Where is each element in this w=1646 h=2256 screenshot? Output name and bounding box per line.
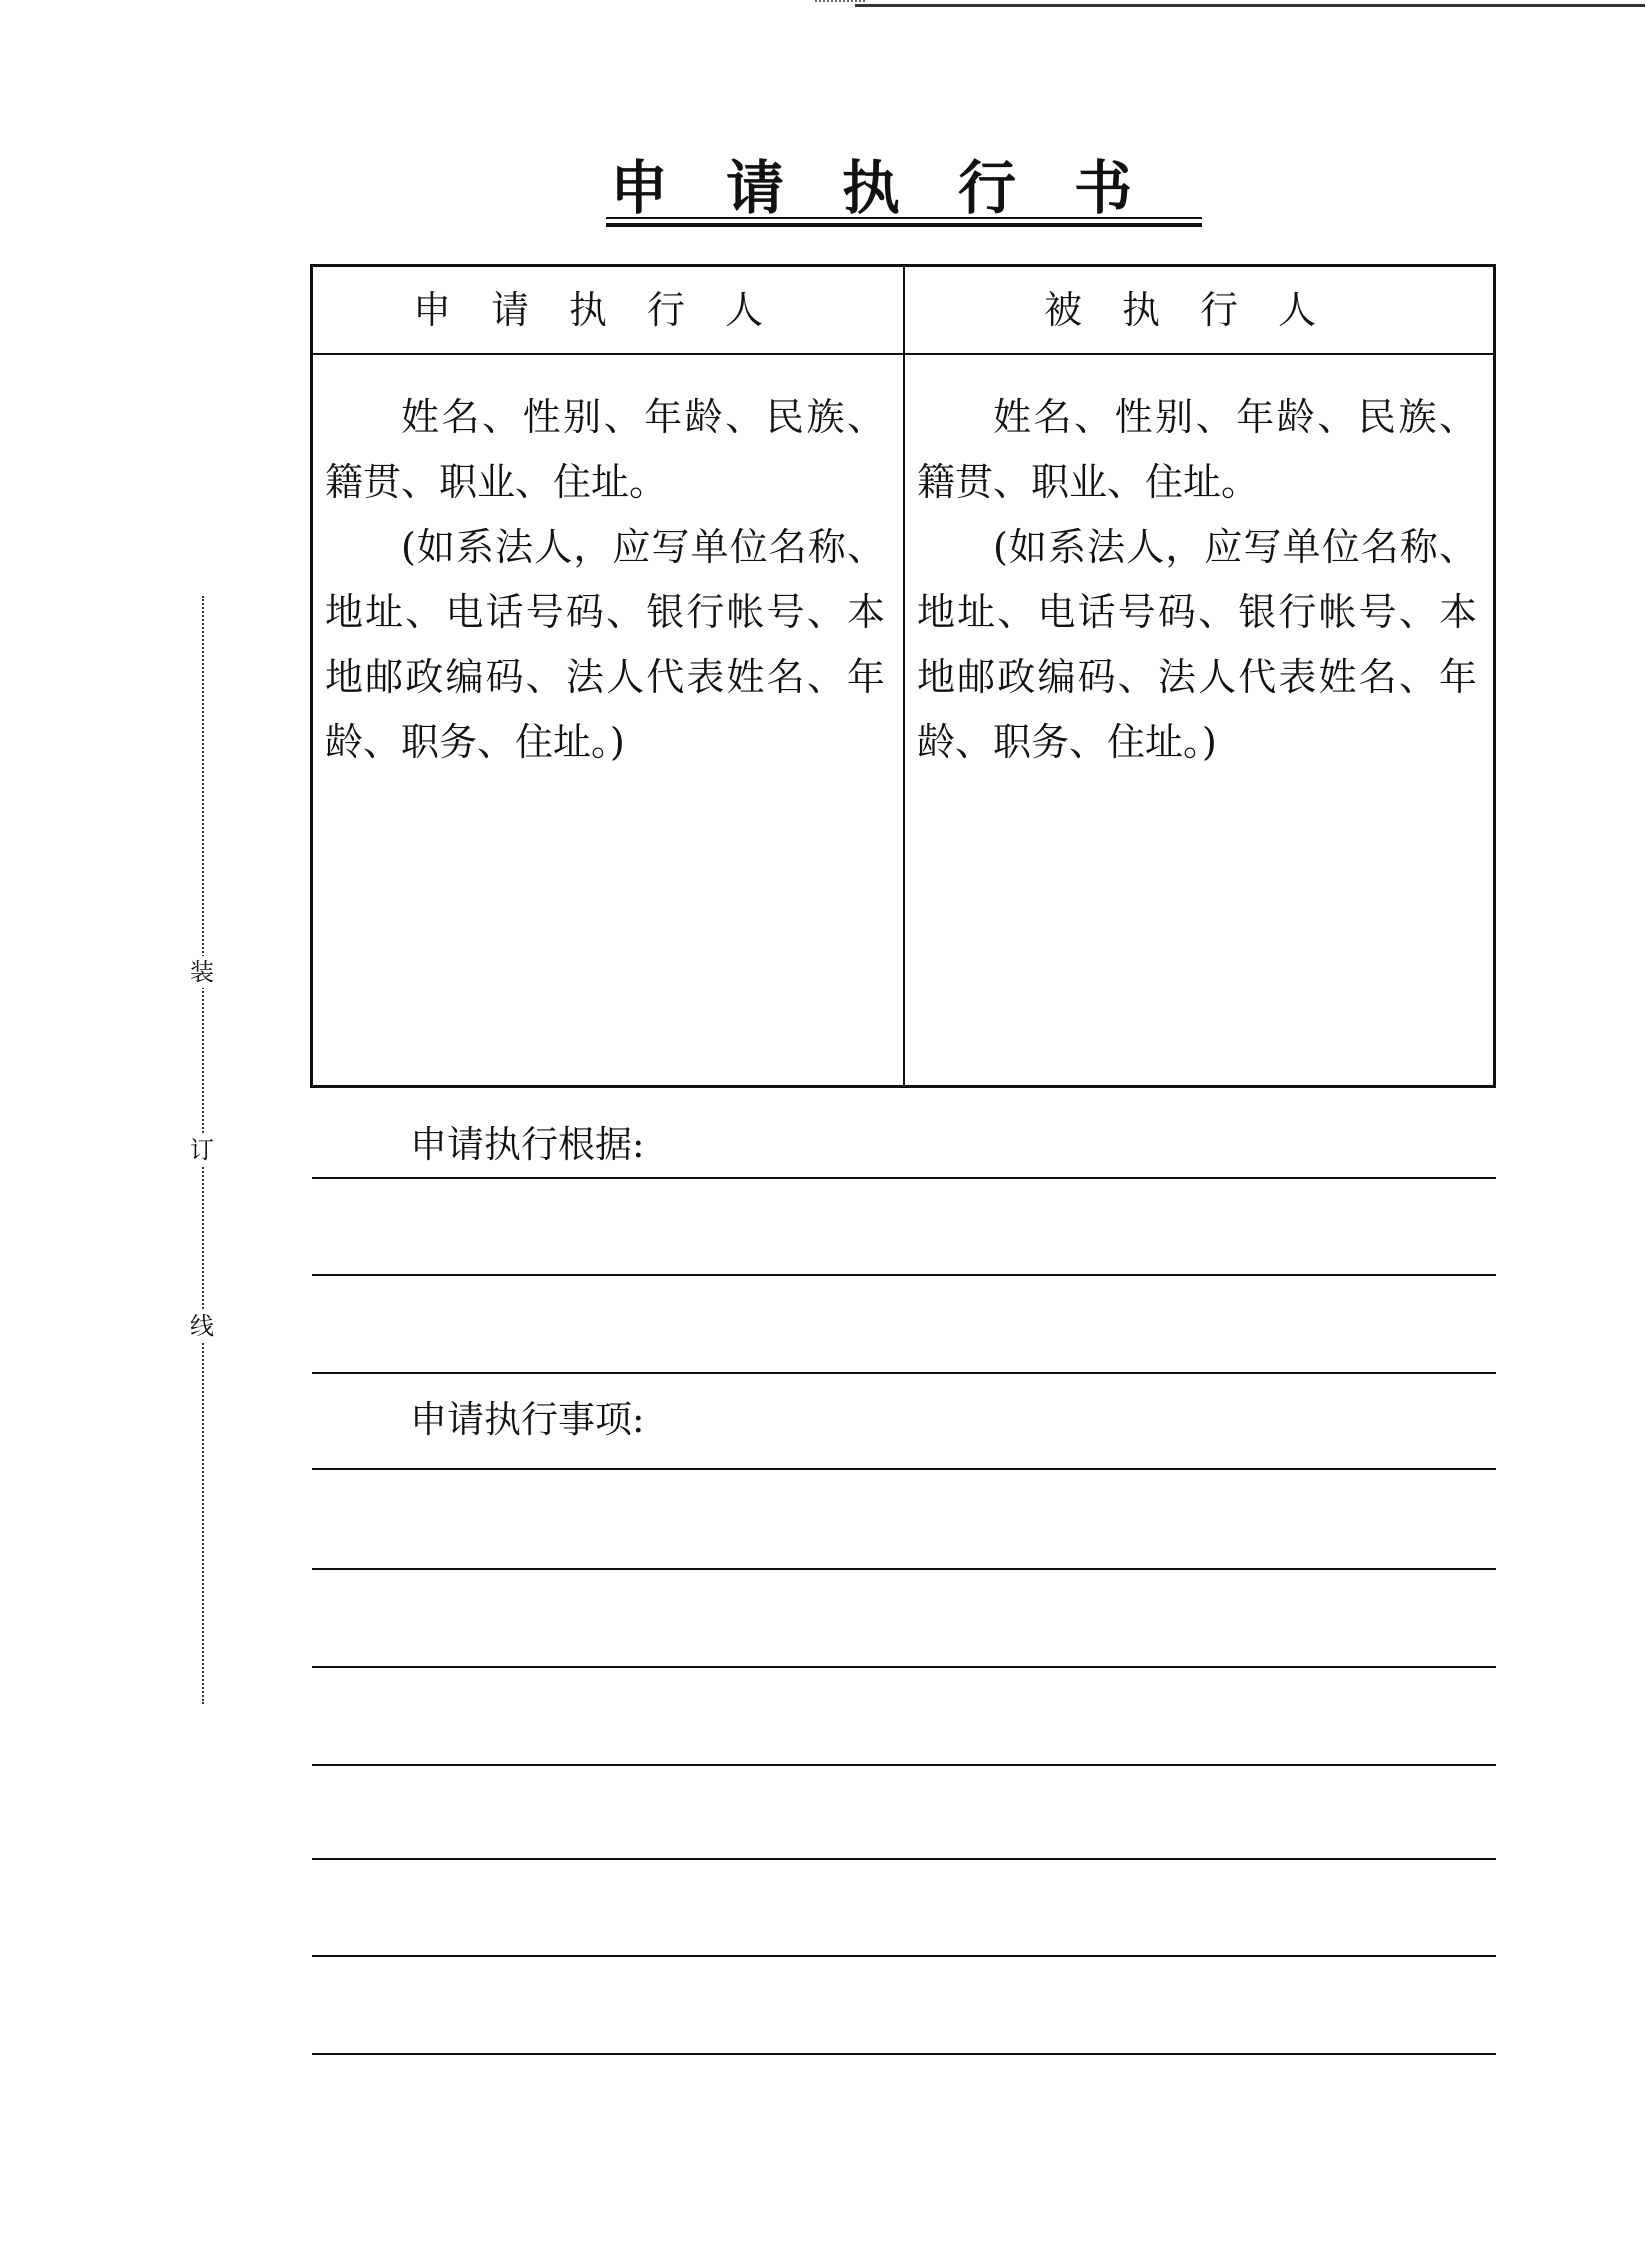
matters-label: 申请执行事项: [410, 1398, 645, 1441]
top-edge-mark [815, 0, 865, 2]
binding-char-xian: 线 [186, 1310, 218, 1342]
matters-line-6[interactable] [312, 1955, 1496, 1957]
matters-line-5[interactable] [312, 1858, 1496, 1860]
document-title: 申请执行书 [609, 154, 1190, 222]
header-divider [313, 353, 1493, 355]
parties-table [310, 264, 1496, 1088]
basis-line-2[interactable] [312, 1274, 1496, 1276]
title-underline-thin [606, 217, 1202, 219]
applicant-text-2: (如系法人，应写单位名称、地址、电话号码、银行帐号、本地邮政编码、法人代表姓名、年龄、职务、住址。) [325, 525, 885, 764]
respondent-text-1: 姓名、性别、年龄、民族、籍贯、职业、住址。 [917, 395, 1477, 504]
basis-line-1[interactable] [312, 1177, 1496, 1179]
applicant-text-1: 姓名、性别、年龄、民族、籍贯、职业、住址。 [325, 395, 885, 504]
respondent-text-2: (如系法人，应写单位名称、地址、电话号码、银行帐号、本地邮政编码、法人代表姓名、年龄、职务、住址。) [917, 525, 1477, 764]
matters-line-3[interactable] [312, 1666, 1496, 1668]
matters-line-1[interactable] [312, 1468, 1496, 1470]
respondent-header: 被执行人 [1043, 288, 1356, 332]
matters-line-2[interactable] [312, 1568, 1496, 1570]
column-divider [903, 267, 905, 1085]
applicant-header: 申请执行人 [412, 288, 803, 332]
applicant-cell[interactable] [325, 385, 885, 775]
matters-line-4[interactable] [312, 1764, 1496, 1766]
basis-line-3[interactable] [312, 1372, 1496, 1374]
binding-char-ding: 订 [186, 1134, 218, 1166]
basis-label: 申请执行根据: [410, 1123, 645, 1166]
title-underline-thick [606, 223, 1202, 227]
matters-line-7[interactable] [312, 2053, 1496, 2055]
respondent-cell[interactable] [917, 385, 1477, 775]
binding-char-zhuang: 装 [186, 956, 218, 988]
top-edge-rule [855, 4, 1645, 7]
